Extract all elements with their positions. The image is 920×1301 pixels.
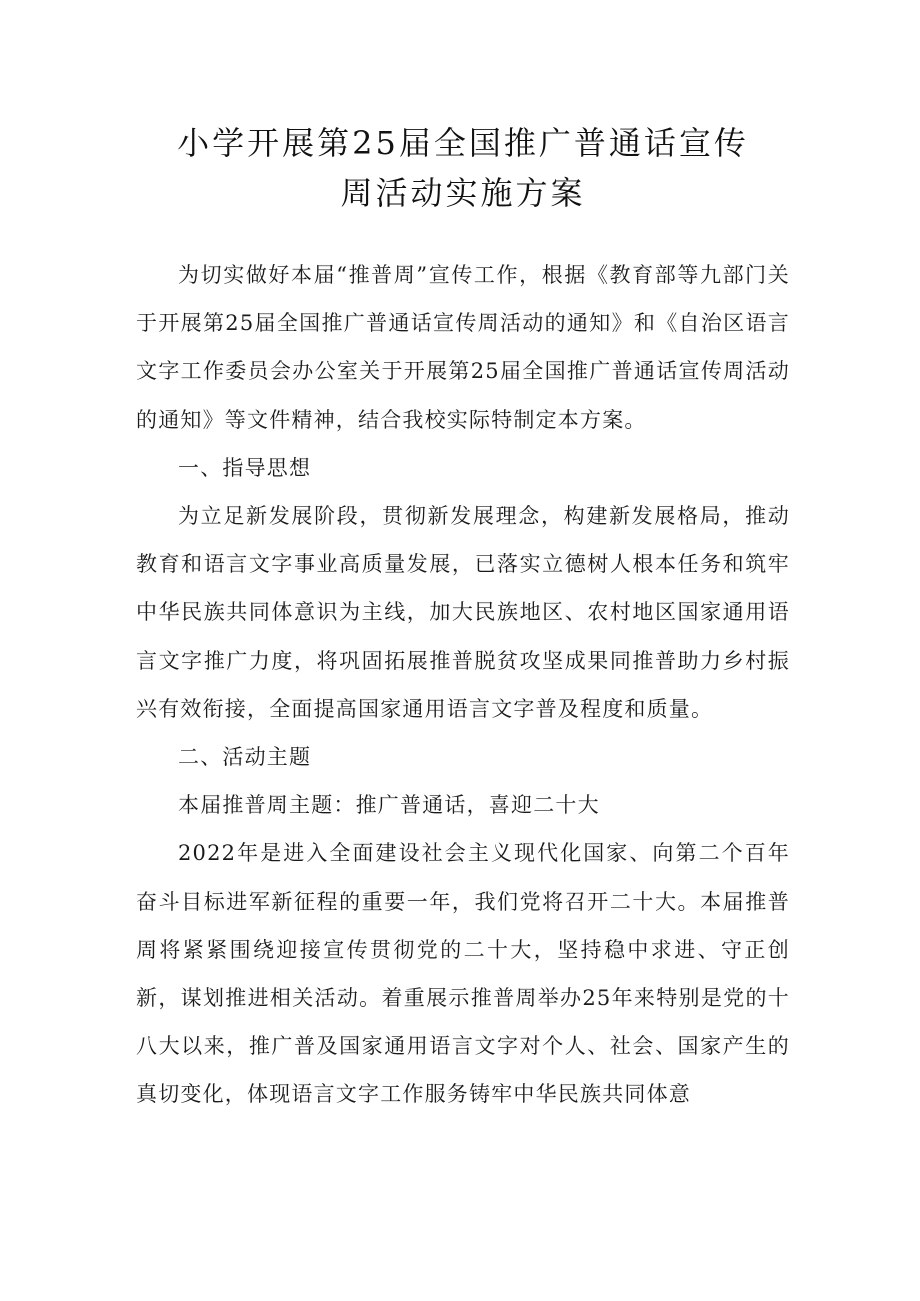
section-heading-guiding-ideology: 一、指导思想 (178, 455, 312, 480)
document-title (136, 118, 790, 218)
title-line-2: 周活动实施方案 (340, 174, 586, 212)
title-line-1: 小学开展第25届全国推广普通话宣传 (177, 124, 749, 162)
guiding-ideology-paragraph: 为立足新发展阶段，贯彻新发展理念，构建新发展格局，推动教育和语言文字事业高质量发展，已落实立德树人根本任务和筑牢中华民族共同体意识为主线，加大民族地区、农村地区国家通用语言文字推广力度，将巩固拓展推普脱贫攻坚成果同推普助力乡村振兴有效衔接，全面提高国家通用语言文字普及程度和质量。 (136, 504, 790, 721)
theme-paragraph: 2022年是进入全面建设社会主义现代化国家、向第二个百年奋斗目标进军新征程的重要一年，我们党将召开二十大。本届推普周将紧紧围绕迎接宣传贯彻党的二十大，坚持稳中求进、守正创新，谋划推进相关活动。着重展示推普周举办25年来特别是党的十八大以来，推广普及国家通用语言文字对个人、社会、国家产生的真切变化，体现语言文字工作服务铸牢中华民族共同体意 (136, 841, 790, 1107)
intro-paragraph: 为切实做好本届“推普周”宣传工作，根据《教育部等九部门关于开展第25届全国推广普通话宣传周活动的通知》和《自治区语言文字工作委员会办公室关于开展第25届全国推广普通话宣传周活动的通知》等文件精神，结合我校实际特制定本方案。 (136, 263, 790, 432)
section-heading-activity-theme: 二、活动主题 (178, 745, 312, 770)
theme-statement: 本届推普周主题：推广普通话，喜迎二十大 (178, 793, 600, 818)
document-body (136, 251, 790, 1119)
